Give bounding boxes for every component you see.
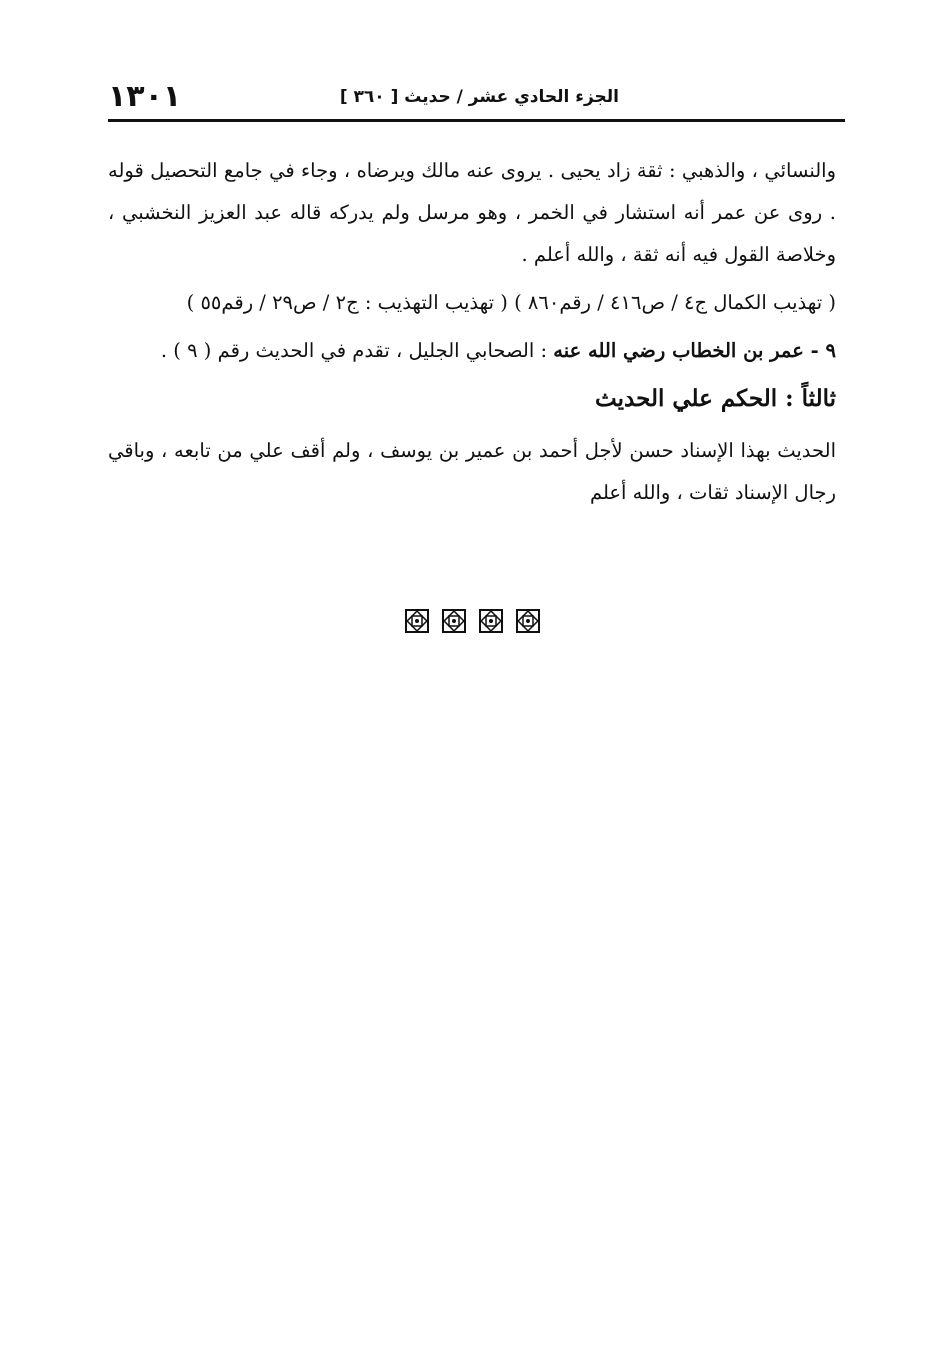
narrator-description: : الصحابي الجليل ، تقدم في الحديث رقم ( ٩ ) . (160, 339, 554, 362)
paragraph-narrator-9 (108, 330, 836, 372)
page-header (108, 78, 844, 118)
square-knot-ornament-icon (516, 609, 540, 633)
paragraph-ruling: الحديث بهذا الإسناد حسن لأجل أحمد بن عمير بن يوسف ، ولم أقف علي من تابعه ، وباقي رجال الإسناد ثقات ، والله أعلم (108, 439, 836, 504)
square-knot-ornament-icon (442, 609, 466, 633)
square-knot-ornament-icon (405, 609, 429, 633)
paragraph-references: ( تهذيب الكمال ج٤ / ص٤١٦ / رقم٨٦٠ ) ( تهذيب التهذيب : ج٢ / ص٢٩ / رقم٥٥ ) (186, 291, 836, 314)
page-number: ١٣٠١ (108, 79, 182, 114)
section-heading: ثالثاً : الحكم علي الحديث (595, 385, 836, 412)
square-knot-ornament-icon (479, 609, 503, 633)
narrator-name: ٩ - عمر بن الخطاب رضي الله عنه (553, 339, 836, 362)
page-body (108, 150, 836, 514)
running-head: الجزء الحادي عشر / حديث [ ٣٦٠ ] (339, 87, 619, 107)
paragraph-narrator-assessment: والنسائي ، والذهبي : ثقة زاد يحيى . يروى عنه مالك ويرضاه ، وجاء في جامع التحصيل قوله . روى عن عمر أنه استشار في الخمر ، وهو مرسل ولم يدركه قاله عبد العزيز النخشبي ، وخلاصة القول فيه أنه ثقة ، والله أعلم . (108, 159, 836, 266)
header-rule (108, 119, 845, 122)
end-ornaments (405, 609, 555, 639)
